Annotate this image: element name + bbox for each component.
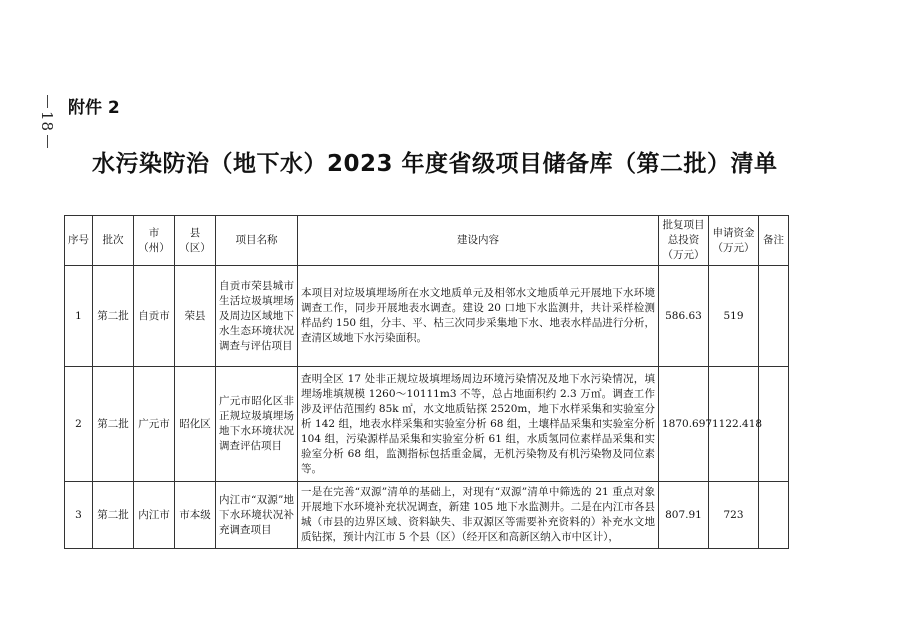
attachment-label: 附件 2 xyxy=(68,98,120,118)
cell-county: 昭化区 xyxy=(175,367,216,482)
cell-county: 荣县 xyxy=(175,266,216,367)
cell-batch: 第二批 xyxy=(93,482,134,549)
cell-investment: 807.91 xyxy=(659,482,709,549)
cell-city: 内江市 xyxy=(134,482,175,549)
header-project-name: 项目名称 xyxy=(216,216,298,266)
cell-index: 2 xyxy=(65,367,93,482)
header-content: 建设内容 xyxy=(298,216,659,266)
cell-content: 查明全区 17 处非正规垃圾填埋场周边环境污染情况及地下水污染情况，填埋场堆填规模 1260～10111m3 不等，总占地面积约 2.3 万㎡。调查工作涉及评估范围约 85k ㎡，水文地质钻探 2520m，地下水样采集和实验室分析 142 组，地表水样采集和实验室分析 68 组，土壤样品采集和实验室分析 104 组，污染源样品采集和实验室分析 61 组，水质氢同位素样品采集和实验室分析 68 组，监测指标包括重金属，无机污染物及有机污染物及同位素等。 xyxy=(298,367,659,482)
cell-city: 广元市 xyxy=(134,367,175,482)
table-row xyxy=(65,367,789,482)
page-number xyxy=(34,92,60,151)
header-investment: 批复项目总投资（万元） xyxy=(659,216,709,266)
table-row xyxy=(65,482,789,549)
cell-batch: 第二批 xyxy=(93,266,134,367)
cell-funds: 723 xyxy=(709,482,759,549)
cell-index: 3 xyxy=(65,482,93,549)
cell-note xyxy=(759,367,789,482)
document-title: 水污染防治（地下水）2023 年度省级项目储备库（第二批）清单 xyxy=(92,151,778,177)
header-funds: 申请资金（万元） xyxy=(709,216,759,266)
cell-investment: 586.63 xyxy=(659,266,709,367)
header-note: 备注 xyxy=(759,216,789,266)
header-county: 县（区） xyxy=(175,216,216,266)
page-number-dash-bottom xyxy=(47,135,48,148)
cell-project-name: 内江市“双源”地下水环境状况补充调查项目 xyxy=(216,482,298,549)
header-batch: 批次 xyxy=(93,216,134,266)
table-row xyxy=(65,266,789,367)
cell-funds: 1122.418 xyxy=(709,367,759,482)
cell-project-name: 广元市昭化区非正规垃圾填埋场地下水环境状况调查评估项目 xyxy=(216,367,298,482)
cell-city: 自贡市 xyxy=(134,266,175,367)
cell-batch: 第二批 xyxy=(93,367,134,482)
page-number-value: 18 xyxy=(38,111,56,133)
cell-content: 本项目对垃圾填埋场所在水文地质单元及相邻水文地质单元开展地下水环境调查工作，同步开展地表水调查。建设 20 口地下水监测井，共计采样检测样品约 150 组，分丰、平、枯三次同步采集地下水、地表水样品进行分析，查清区域地下水污染面积。 xyxy=(298,266,659,367)
header-index: 序号 xyxy=(65,216,93,266)
cell-content: 一是在完善“双源”清单的基础上，对现有“双源”清单中筛选的 21 重点对象开展地下水环境补充状况调查，新建 105 地下水监测井。二是在内江市各县城（市县的边界区域、资料缺失、非双源区等需要补充资料的）补充水文地质钻探，预计内江市 5 个县（区）（经开区和高新区纳入市中区计）， xyxy=(298,482,659,549)
cell-county: 市本级 xyxy=(175,482,216,549)
cell-investment: 1870.697 xyxy=(659,367,709,482)
cell-note xyxy=(759,482,789,549)
cell-note xyxy=(759,266,789,367)
cell-funds: 519 xyxy=(709,266,759,367)
cell-index: 1 xyxy=(65,266,93,367)
cell-project-name: 自贡市荣县城市生活垃圾填埋场及周边区域地下水生态环境状况调查与评估项目 xyxy=(216,266,298,367)
page-number-dash-top xyxy=(47,95,48,108)
project-list-table xyxy=(64,215,789,549)
table-header-row xyxy=(65,216,789,266)
header-city: 市（州） xyxy=(134,216,175,266)
